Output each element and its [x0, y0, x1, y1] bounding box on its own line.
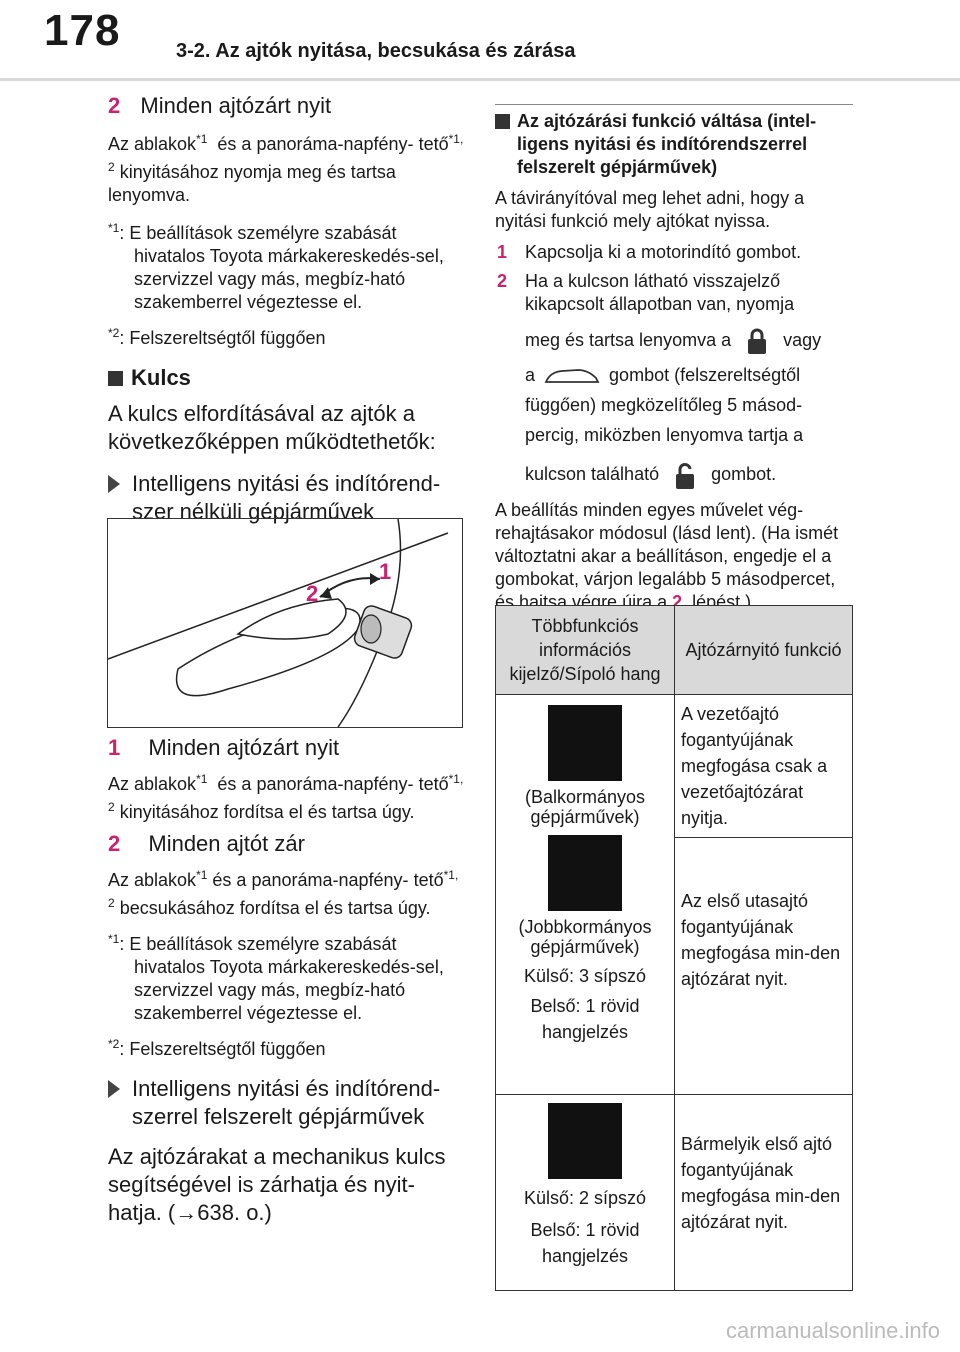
rhd-label: (Jobbkormányos gépjárművek) — [518, 917, 652, 957]
subheading-no-smart-key: Intelligens nyitási és indítórend-szer nélküli gépjárművek — [108, 470, 464, 526]
right-column — [495, 110, 853, 614]
row2-function: Az első utasajtó fogantyújának megfogása min-den ajtózárat nyit. — [675, 838, 853, 1095]
lock-icon — [742, 326, 772, 356]
footnote-2-lower: $^{*2}$: Felszereltségtől függően — [108, 1037, 326, 1059]
right-heading: Az ajtózárási funkció váltása (intel-ligens nyitási és indítórendszerrel felszerelt gépjárművek) — [495, 110, 853, 179]
lhd-label: (Balkormányos gépjárművek) — [524, 787, 646, 827]
square-bullet-icon — [495, 114, 510, 129]
table-header-row — [496, 606, 853, 695]
right-para-2: A beállítás minden egyes művelet vég-rehajtásakor módosul (lásd lent). (Ha ismét változtatni akar a beállításon, engedje el a gombokat, várjon legalább 5 másodpercet, és hajtsa végre újra a 2. lépést.) — [495, 499, 839, 612]
lhd-car-display-icon — [548, 705, 622, 781]
unlock-icon — [670, 461, 700, 491]
triangle-bullet-icon — [108, 1080, 120, 1098]
rhd-car-display-icon — [548, 835, 622, 911]
door-handle-key-illustration — [108, 519, 462, 727]
inner-beep: Belső: 1 rövid hangjelzés — [530, 996, 640, 1042]
header-divider — [0, 78, 960, 81]
table-row — [496, 695, 853, 838]
footnote-1: $^{*1}$: E beállítások személyre szabását hivatalos Toyota márkakereskedés-sel, szervizzel vagy más, megbíz-ható szakemberrel végeztesse el. — [108, 221, 444, 312]
left-column — [108, 88, 464, 526]
figure-label-1: 1 — [379, 559, 392, 584]
car-unlock-icon — [544, 364, 600, 390]
table-row — [496, 1095, 853, 1291]
figure-label-2: 2 — [306, 581, 319, 606]
section-title: 3-2. Az ajtók nyitása, becsukása és zárása — [176, 40, 576, 62]
right-step-2: 2 Ha a kulcson látható visszajelző kikapcsolt állapotban van, nyomja meg és tartsa lenyomva a vagy a gombot (felszereltségtől függően) megközelítőleg 5 másod-percig, miközben lenyomva tartja a kulcson található gombot. — [495, 270, 853, 491]
subheading-smart-key: Intelligens nyitási és indítórend-szerrel felszerelt gépjárművek — [108, 1075, 464, 1131]
kulcs-heading: Kulcs — [108, 364, 464, 392]
left-column-lower — [108, 734, 464, 1227]
footnote-2: $^{*2}$: Felszereltségtől függően — [108, 326, 326, 348]
open-windows-description: Az ablakok$^{*1}$ és a panoráma-napfény- tető$^{*1, 2}$ kinyitásához nyomja meg és tartsa lenyomva. — [108, 132, 464, 205]
key-door-figure — [107, 518, 463, 728]
watermark: carmanualsonline.info — [725, 1318, 940, 1343]
row1-function: A vezetőajtó fogantyújának megfogása csak a vezetőajtózárat nyitja. — [675, 695, 853, 838]
door-unlock-table — [495, 605, 853, 1291]
kulcs-intro: A kulcs elfordításával az ajtók a következőképpen működtethetők: — [108, 401, 436, 454]
step-2-top: 2 Minden ajtózárt nyit — [108, 93, 332, 118]
row3-function: Bármelyik első ajtó fogantyújának megfogása min-den ajtózárat nyit. — [675, 1095, 853, 1291]
outer-beeps-2: Külső: 2 sípszó — [523, 1188, 647, 1208]
step-1: 1 Minden ajtózárt nyit — [108, 735, 340, 760]
table-header-right: Ajtózárnyitó funkció — [675, 606, 853, 695]
right-step-1: 1 Kapcsolja ki a motorindító gombot. — [497, 242, 802, 262]
all-doors-car-display-icon — [548, 1103, 622, 1179]
outer-beeps: Külső: 3 sípszó — [523, 966, 647, 986]
mechanical-key-note: Az ajtózárakat a mechanikus kulcs segítségével is zárhatja és nyit-hatja. (→638. o.) — [108, 1144, 446, 1225]
right-intro: A távirányítóval meg lehet adni, hogy a nyitási funkció mely ajtókat nyissa. — [495, 188, 805, 231]
inner-beep-2: Belső: 1 rövid hangjelzés — [530, 1220, 640, 1266]
right-top-rule — [495, 104, 853, 105]
page-number: 178 — [44, 6, 121, 55]
step-2-description: Az ablakok$^{*1}$ és a panoráma-napfény- tető$^{*1, 2}$ becsukásához fordítsa el és tartsa úgy. — [108, 868, 459, 918]
square-bullet-icon — [108, 371, 123, 386]
footnote-1-lower: $^{*1}$: E beállítások személyre szabását hivatalos Toyota márkakereskedés-sel, szervizzel vagy más, megbíz-ható szakemberrel végeztesse el. — [108, 932, 444, 1023]
triangle-bullet-icon — [108, 475, 120, 493]
step-1-description: Az ablakok$^{*1}$ és a panoráma-napfény- tető$^{*1, 2}$ kinyitásához fordítsa el és tartsa úgy. — [108, 772, 464, 822]
step-2: 2 Minden ajtót zár — [108, 831, 305, 856]
table-header-left: Többfunkciós információs kijelző/Sípoló hang — [496, 606, 675, 695]
